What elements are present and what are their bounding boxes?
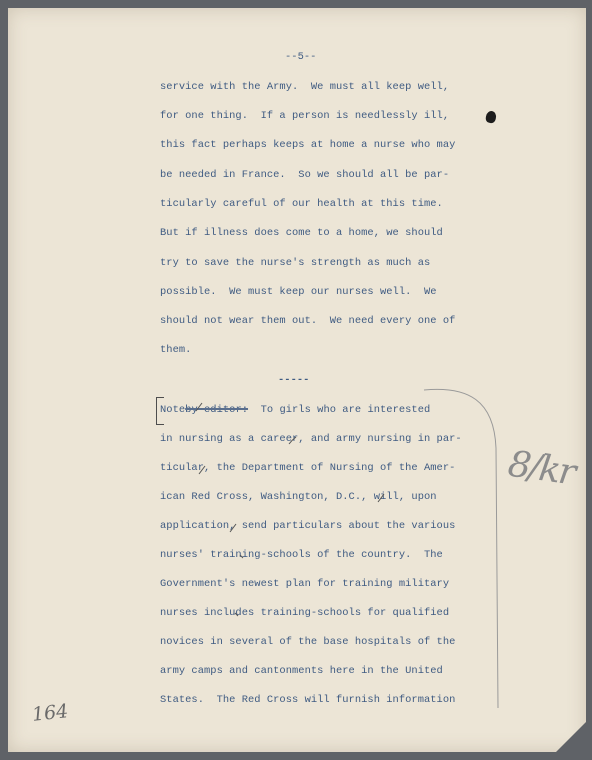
- text-line: army camps and cantonments here in the United: [160, 665, 443, 677]
- margin-annotation: 8/kr: [505, 443, 577, 494]
- text-line: States. The Red Cross will furnish information: [160, 694, 456, 706]
- text-line: service with the Army. We must all keep well,: [160, 81, 450, 93]
- pencil-edit-marks: [8, 8, 586, 752]
- section-separator: -----: [278, 374, 310, 386]
- text-line: ican Red Cross, Washington, D.C., will, upon: [160, 491, 437, 503]
- text-line: Government's newest plan for training military: [160, 578, 450, 590]
- text-line: But if illness does come to a home, we should: [160, 227, 443, 239]
- text-line: try to save the nurse's strength as much as: [160, 257, 431, 269]
- struck-text: by editor:: [185, 404, 249, 416]
- text-line: be needed in France. So we should all be par-: [160, 169, 450, 181]
- document-page: [8, 8, 586, 752]
- folio-number: 164: [30, 700, 70, 726]
- text-line: should not wear them out. We need every one of: [160, 315, 456, 327]
- text-line: this fact perhaps keeps at home a nurse who may: [160, 139, 456, 151]
- text-line: nurses' training-schools of the country. The: [160, 549, 443, 561]
- text-line: possible. We must keep our nurses well. We: [160, 286, 437, 298]
- text-line: nurses includes training-schools for qualified: [160, 607, 450, 619]
- text-line: in nursing as a career, and army nursing in par-: [160, 433, 462, 445]
- page-number: --5--: [285, 51, 317, 63]
- note-label: Note: [160, 404, 186, 416]
- text-line: novices in several of the base hospitals of the: [160, 636, 456, 648]
- corner-fold: [556, 722, 586, 752]
- text-line: application, send particulars about the various: [160, 520, 456, 532]
- text-line: ticularly careful of our health at this time.: [160, 198, 443, 210]
- text-line: ticular, the Department of Nursing of the Amer-: [160, 462, 456, 474]
- text-line: them.: [160, 344, 192, 356]
- note-text: To girls who are interested: [248, 404, 431, 416]
- text-line: for one thing. If a person is needlessly ill,: [160, 110, 450, 122]
